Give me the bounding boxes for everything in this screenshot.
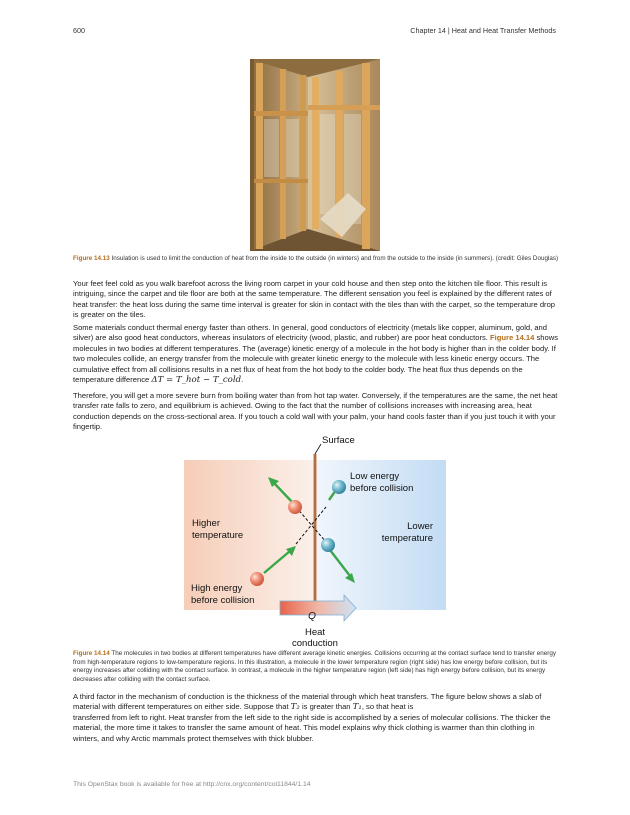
low-energy-label: Low energy: [350, 471, 400, 482]
hot-molecule-before: [250, 572, 264, 586]
heat-label: Heat: [304, 627, 326, 638]
insulation-photo: [250, 59, 380, 251]
lower-temperature-label: Lower: [407, 521, 433, 532]
higher-temperature-label-2: temperature: [192, 530, 244, 541]
cold-molecule-before: [332, 480, 346, 494]
page-number: 600: [73, 26, 85, 35]
caption-text: The molecules in two bodies at different temperatures have different average kinetic energies. Collisions occurring at the contact surface tend to transfer energy from high-temperature regions to low-temperature regions. In this illustration, a molecule in the lower temperature region (right side) has low energy before collision, but its energy increases after colliding with the contact surface. In contrast, a molecule in the higher temperature region (left side) has high energy before collision, but its energy decreases after colliding with the contact surface.: [73, 650, 557, 683]
paragraph-text: transferred from left to right. Heat transfer from the left side to the right side is accomplished by a series of molecular collisions. The thicker the material, the more time it takes to transfer the same amount of heat. This model explains why thick clothing is warmer than thin clothing in winters, and why Arctic mammals protect themselves with thick blubber.: [73, 712, 551, 743]
chapter-title: Chapter 14 | Heat and Heat Transfer Methods: [410, 26, 556, 35]
heat-q-label: Q: [308, 611, 316, 622]
paragraph-text: Some materials conduct thermal energy faster than others. In general, good conductors of electricity (metals like copper, aluminum, gold, and silver) are also good heat conductors, whereas insulators of electricity (wood, plastic, and rubber) are poor heat conductors.: [73, 323, 548, 343]
paragraph: Therefore, you will get a more severe burn from boiling water than from hot tap water. Conversely, if the temperatures are the same, the net heat transfer rate falls to zero, and equilibrium is achieved. Owing to the fact that the number of collisions increases with increasing area, heat conduction depends on the cross-sectional area. If you touch a cold wall with your palm, your hand cools faster than if you just touch it with your fingertip.: [73, 391, 558, 432]
high-energy-label: High energy: [191, 583, 243, 594]
paragraph-text: is greater than: [299, 702, 353, 712]
figure-reference-link[interactable]: Figure 14.14: [490, 333, 535, 343]
paragraph-text: A third factor in the mechanism of conduction is the thickness of the material through which heat transfers. The figure below shows a slab of material with different temperatures on either side. Suppose that: [73, 692, 542, 712]
hot-molecule-after: [288, 500, 302, 514]
lower-temperature-label-2: temperature: [381, 533, 433, 544]
footer-link[interactable]: This OpenStax book is available for free at http://cnx.org/content/col11844/1.14: [73, 781, 311, 788]
temperature-difference-equation: ΔT = T_hot − T_cold: [151, 375, 242, 386]
conduction-label: conduction: [292, 638, 338, 646]
figure-14-14-caption: [73, 650, 559, 684]
figure-label: Figure 14.14: [73, 650, 110, 657]
paragraph-text: .: [241, 375, 244, 385]
paragraph: Your feet feel cold as you walk barefoot across the living room carpet in your cold house and then step onto the kitchen tile floor. This result is intriguing, since the carpet and tile floor are both at the same temperature. The different sensation you feel is explained by the different rates of heat transfer: the heat loss during the same time interval is greater for skin in contact with the tiles than with the carpet, so the temperature drop is greater on the tiles.: [73, 279, 556, 320]
caption-text: Insulation is used to limit the conduction of heat from the inside to the outside (in winters) and from the outside to the inside (in summers). (credit: Giles Douglas): [109, 255, 559, 262]
t1-symbol: T₁: [352, 702, 362, 713]
figure-14-13-caption: [73, 255, 559, 264]
t2-symbol: T₂: [290, 702, 300, 713]
high-energy-label-2: before collision: [191, 595, 255, 606]
heat-conduction-diagram: [184, 432, 446, 646]
paragraph-text: shows molecules in two bodies at different temperatures. The (average) kinetic energy of a molecule in the hot body is higher than in the colder body. If two molecules collide, an energy transfer from the molecule with greater kinetic energy to the molecule with less kinetic energy occurs. The cumulative effect from all collisions results in a net flux of heat from the hot body to the colder body. The heat flux thus depends on the temperature difference: [73, 333, 558, 385]
paragraph-text: , so that heat is: [361, 702, 414, 712]
low-energy-label-2: before collision: [350, 483, 414, 494]
paragraph: [73, 692, 561, 744]
cold-molecule-after: [321, 538, 335, 552]
surface-label: Surface: [322, 435, 355, 446]
paragraph: [73, 323, 561, 385]
figure-label: Figure 14.13: [73, 255, 110, 262]
higher-temperature-label: Higher: [192, 518, 220, 529]
